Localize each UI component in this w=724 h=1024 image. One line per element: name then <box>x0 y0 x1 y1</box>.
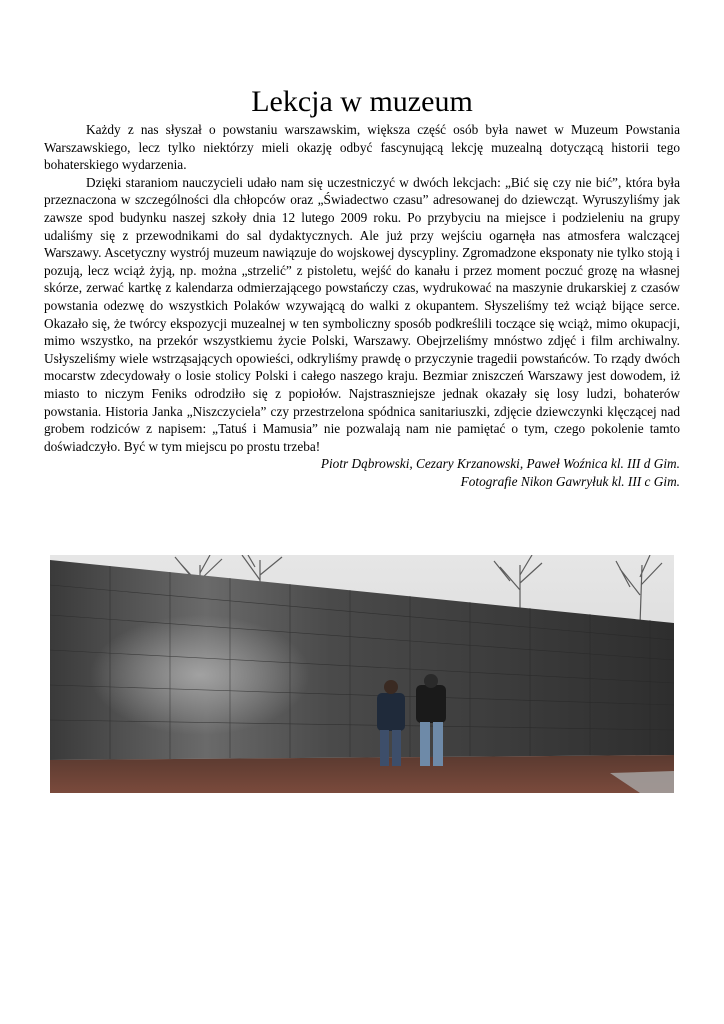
paragraph-intro: Każdy z nas słyszał o powstaniu warszawskim, większa część osób była nawet w Muzeum Powstania Warszawskiego, lecz tylko niektórzy mieli okazję odbyć fascynującą lekcję muzealną dotyczącą historii tego bohaterskiego wydarzenia. <box>44 122 680 173</box>
authors-line: Piotr Dąbrowski, Cezary Krzanowski, Paweł Woźnica kl. III d Gim. <box>320 456 680 472</box>
article-title: Lekcja w muzeum <box>251 85 473 118</box>
photo-credit-line: Fotografie Nikon Gawryłuk kl. III c Gim. <box>460 473 680 489</box>
paragraph-main: Dzięki staraniom nauczycieli udało nam się uczestniczyć w dwóch lekcjach: „Bić się czy nie bić”, która była przeznaczona w szczególności dla chłopców oraz „Świadectwo czasu” adresowanej do dziewcząt. Wyruszyliśmy jak zawsze spod budynku naszej szkoły dnia 12 lutego 2009 roku. Po przybyciu na miejsce i podzieleniu na grupy udaliśmy się z przewodnikami do sal dydaktycznych. Ale już przy wejściu ogarnęła nas atmosfera walczącej Warszawy. Ascetyczny wystrój muzeum nawiązuje do wojskowej dyscypliny. Zgromadzone eksponaty nie tylko stoją i pozują, lecz wciąż żyją, np. można „strzelić” z pistoletu, wejść do kanału i przez moment poczuć grozę na własnej skórze, zerwać kartkę z kalendarza odmierzającego powstańczy czas, wydrukować na maszynie drukarskiej z czasów powstania odezwę do wszystkich Polaków wzywającą do walki z okupantem. Słyszeliśmy też wciąż bijące serce. Okazało się, że twórcy ekspozycji muzealnej w ten symboliczny sposób podkreślili toczące się wciąż, mimo okupacji, mimo wszystko, na przekór wszystkiemu życie Polski, Warszawy. Obejrzeliśmy mnóstwo zdjęć i film archiwalny. Usłyszeliśmy wiele wstrząsających opowieści, odkryliśmy prawdę o przyczynie tragedii powstańców. To rządy dwóch mocarstw zdecydowały o losie stolicy Polski i całego naszego kraju. Bezmiar zniszczeń Warszawy jest dowodem, iż miasto to niczym Feniks odrodziło się z popiołów. Najstraszniejsze jednak okazały się losy ludzi, bohaterów powstania. Historia Janka „Niszczyciela” czy przestrzelona spódnica sanitariuszki, zdjęcie dziewczynki klęczącej nad grobem rodziców z napisem: „Tatuś i Mamusia” nie pozwalają nam nie pamiętać o tym, czego pokolenie tamto doświadczyło. Być w tym miejscu po prostu trzeba! <box>44 174 680 454</box>
memorial-wall-photo <box>50 555 674 793</box>
credits <box>44 455 680 490</box>
article-body <box>44 121 680 490</box>
